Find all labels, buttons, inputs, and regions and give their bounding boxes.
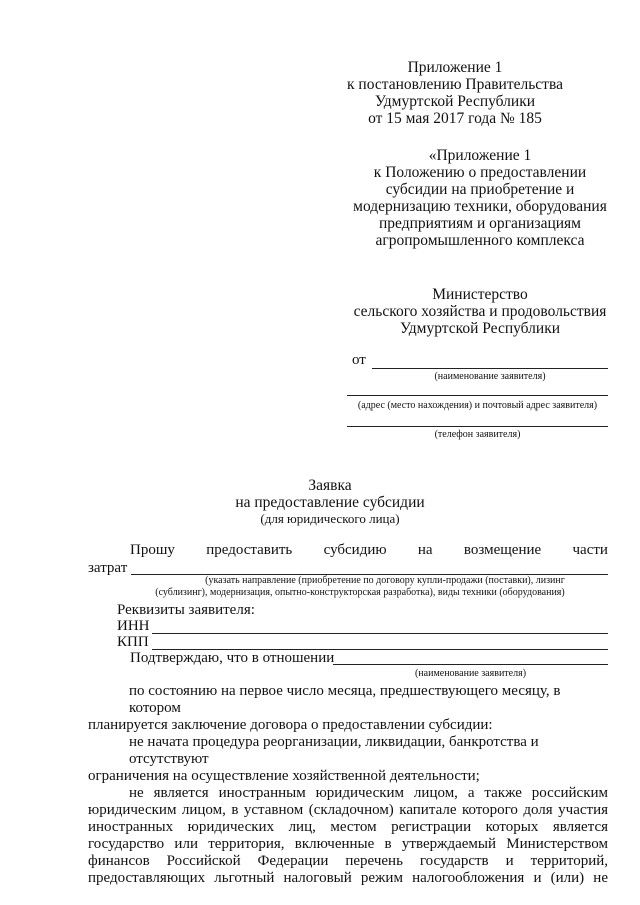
appendix-line: Удмуртской Республики	[374, 93, 536, 110]
appendix-line: «Приложение 1	[428, 147, 532, 164]
costs-caption-2: (сублизинг), модернизация, опытно-конструкторская разработка), виды техники (оборудования)	[155, 587, 565, 598]
applicant-name-caption: (наименование заявителя)	[434, 371, 546, 382]
addressee-line: сельского хозяйства и продовольствия	[353, 303, 607, 320]
appendix-regulation-block	[335, 147, 625, 249]
paragraph-line: юридическим лицом, в уставном (складочном) капитале которого доля участия	[88, 802, 608, 818]
document-title	[180, 477, 480, 526]
title-sub: на предоставление субсидии	[235, 494, 425, 511]
costs-label: затрат	[88, 560, 128, 576]
confirm-name-line	[333, 664, 608, 665]
appendix-line: агропромышленного комплекса	[375, 232, 585, 249]
paragraph-line: финансов Российской Федерации перечень государств и территорий,	[88, 853, 608, 869]
inn-label: ИНН	[117, 618, 150, 634]
request-word: возмещение	[463, 542, 542, 558]
paragraph-line: ограничения на осуществление хозяйственной деятельности;	[88, 768, 480, 784]
appendix-line: от 15 мая 2017 года № 185	[368, 110, 542, 127]
applicant-address-line-2	[347, 426, 608, 427]
title-note: (для юридического лица)	[260, 511, 400, 526]
title-main: Заявка	[308, 477, 352, 494]
paragraph-line: государство или территория, включенные в утверждаемый Министерством	[88, 836, 608, 852]
appendix-line: модернизацию техники, оборудования	[353, 198, 607, 215]
appendix-line: субсидии на приобретение и	[385, 181, 575, 198]
appendix-line: к Положению о предоставлении	[373, 164, 587, 181]
costs-caption-1: (указать направление (приобретение по договору купли-продажи (поставки), лизинг	[205, 575, 565, 586]
from-label: от	[352, 352, 366, 368]
paragraph-block	[88, 683, 608, 887]
appendix-line: Приложение 1	[407, 59, 503, 76]
request-word: части	[572, 542, 608, 558]
inn-line	[152, 633, 608, 634]
addressee-line: Министерство	[432, 286, 528, 303]
applicant-address-line-1	[347, 395, 608, 396]
requisites-heading: Реквизиты заявителя:	[117, 602, 255, 618]
applicant-address-caption: (адрес (место нахождения) и почтовый адрес заявителя)	[357, 400, 598, 411]
addressee-block	[335, 286, 625, 337]
request-word: субсидию	[323, 542, 387, 558]
request-word: на	[417, 542, 433, 558]
confirm-text: Подтверждаю, что в отношении	[130, 650, 335, 666]
paragraph-line: по состоянию на первое число месяца, предшествующего месяцу, в котором	[129, 683, 561, 716]
addressee-line: Удмуртской Республики	[399, 320, 561, 337]
appendix-1-block	[330, 59, 580, 127]
paragraph-line: не является иностранным юридическим лицом, а также российским	[129, 785, 608, 801]
paragraph-line: не начата процедура реорганизации, ликвидации, банкротства и отсутствуют	[129, 734, 539, 767]
kpp-label: КПП	[117, 634, 149, 650]
request-word: предоставить	[206, 542, 293, 558]
appendix-line: к постановлению Правительства	[347, 76, 563, 93]
paragraph-line: предоставляющих льготный налоговый режим налогообложения и (или) не	[88, 870, 608, 886]
request-line	[130, 542, 608, 559]
paragraph-line: иностранных юридических лиц, местом регистрации которых является	[88, 819, 608, 835]
paragraph-line: планируется заключение договора о предоставлении субсидии:	[88, 717, 493, 733]
applicant-phone-caption: (телефон заявителя)	[434, 429, 521, 440]
applicant-name-line	[372, 368, 608, 369]
request-word: Прошу	[130, 542, 175, 558]
confirm-caption: (наименование заявителя)	[414, 668, 527, 679]
appendix-line: предприятиям и организациям	[379, 215, 581, 232]
